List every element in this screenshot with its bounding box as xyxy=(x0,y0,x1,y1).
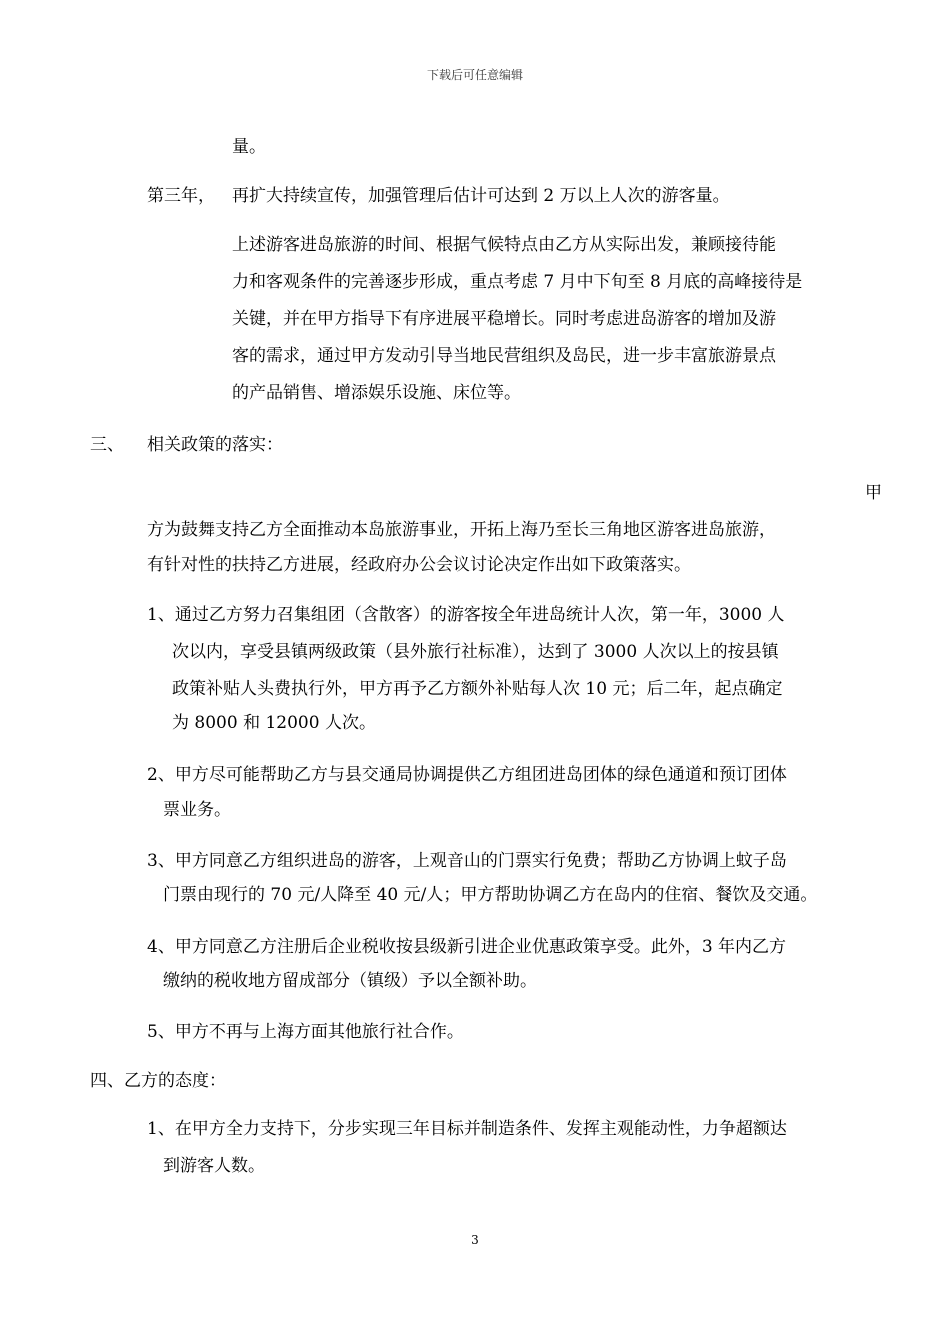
list-item-line: 为 8000 和 12000 人次。 xyxy=(172,713,376,733)
list-item-line: 到游客人数。 xyxy=(163,1156,265,1176)
summary-line: 力和客观条件的完善逐步形成，重点考虑 7 月中下旬至 8 月底的高峰接待是 xyxy=(232,272,803,292)
section3-intro-first: 甲 xyxy=(865,483,882,503)
list-item-line: 次以内，享受县镇两级政策（县外旅行社标准），达到了 3000 人次以上的按县镇 xyxy=(172,642,779,662)
list-item-line: 3、甲方同意乙方组织进岛的游客，上观音山的门票实行免费；帮助乙方协调上蚊子岛 xyxy=(147,851,787,871)
summary-line: 上述游客进岛旅游的时间、根据气候特点由乙方从实际出发，兼顾接待能 xyxy=(232,235,776,255)
list-item-line: 1、在甲方全力支持下，分步实现三年目标并制造条件、发挥主观能动性，力争超额达 xyxy=(147,1119,787,1139)
summary-line: 关键，并在甲方指导下有序进展平稳增长。同时考虑进岛游客的增加及游 xyxy=(232,309,776,329)
section3-intro-line: 有针对性的扶持乙方进展，经政府办公会议讨论决定作出如下政策落实。 xyxy=(147,555,691,575)
page-number: 3 xyxy=(471,1233,479,1247)
list-item-line: 5、甲方不再与上海方面其他旅行社合作。 xyxy=(147,1022,464,1042)
page-header: 下载后可任意编辑 xyxy=(426,68,523,82)
paragraph-line: 量。 xyxy=(232,137,266,157)
section3-number: 三、 xyxy=(90,435,124,455)
year3-label: 第三年， xyxy=(147,186,215,206)
section3-title: 相关政策的落实： xyxy=(147,435,283,455)
summary-line: 客的需求，通过甲方发动引导当地民营组织及岛民，进一步丰富旅游景点 xyxy=(232,346,776,366)
year3-text: 再扩大持续宣传，加强管理后估计可达到 2 万以上人次的游客量。 xyxy=(232,186,730,206)
list-item-line: 票业务。 xyxy=(163,800,231,820)
list-item-line: 2、甲方尽可能帮助乙方与县交通局协调提供乙方组团进岛团体的绿色通道和预订团体 xyxy=(147,765,787,785)
list-item-line: 1、通过乙方努力召集组团（含散客）的游客按全年进岛统计人次，第一年，3000 人 xyxy=(147,605,785,625)
summary-line: 的产品销售、增添娱乐设施、床位等。 xyxy=(232,383,521,403)
list-item-line: 缴纳的税收地方留成部分（镇级）予以全额补助。 xyxy=(163,971,537,991)
list-item-line: 门票由现行的 70 元/人降至 40 元/人；甲方帮助协调乙方在岛内的住宿、餐饮及交通。 xyxy=(163,885,818,905)
list-item-line: 4、甲方同意乙方注册后企业税收按县级新引进企业优惠政策享受。此外，3 年内乙方 xyxy=(147,937,787,957)
list-item-line: 政策补贴人头费执行外，甲方再予乙方额外补贴每人次 10 元；后二年，起点确定 xyxy=(172,679,783,699)
section4-title: 四、乙方的态度： xyxy=(90,1071,226,1091)
section3-intro-line: 方为鼓舞支持乙方全面推动本岛旅游事业，开拓上海乃至长三角地区游客进岛旅游， xyxy=(147,520,776,540)
